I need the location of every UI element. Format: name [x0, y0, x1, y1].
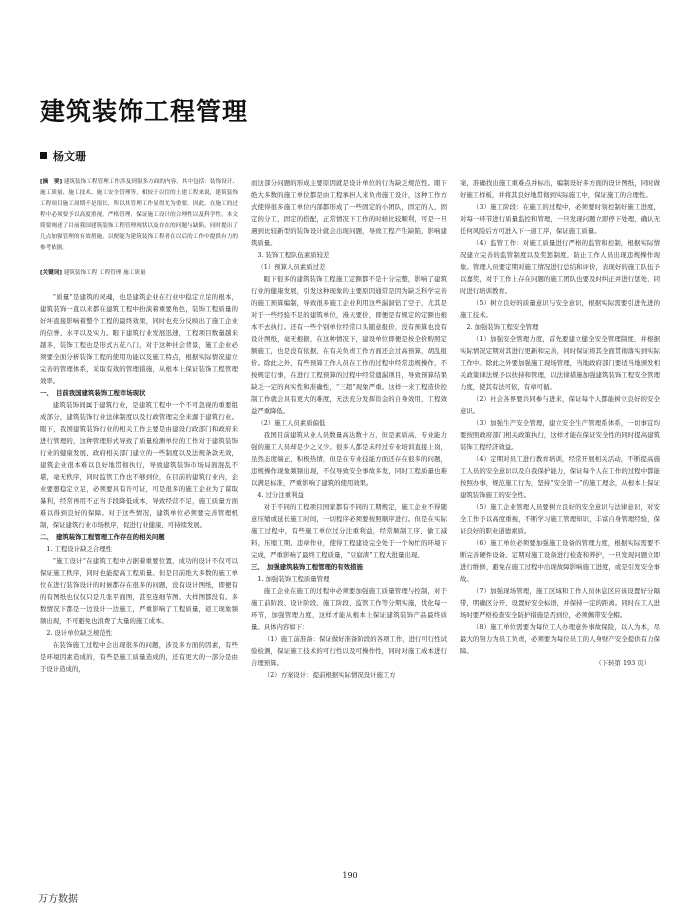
paragraph: （7）加强现场管理，施工区域和工作人员休息区应该设置好分隔带，明确区分开，设置好安全标语，并保持一定的距离。同时在工人进场时要严格检查安全防护措施是否到位，必须佩带安全帽。 — [460, 587, 660, 619]
footer-watermark: 万方数据 — [38, 894, 78, 905]
paragraph: 案，准确找出施工重难点并标出，编制设好多方面的设计图纸，同时做好施工样板，并将其良好地贯彻到实际施工中，保证施工的合理性。 — [460, 179, 660, 199]
author-name: 杨文珊 — [53, 150, 86, 163]
keywords — [40, 268, 238, 279]
keywords-text: 建筑装饰工程 工程管理 施工质量 — [63, 270, 146, 276]
paragraph: 建筑装饰间属于建筑行业，是建筑工程中一个不可忽视的重要组成部分，建筑装饰行业法律制度以及行政管理完全来源于建筑行业。眼下，我国建筑装饰行业的相关工作主要是由建设行政部门和政府来进行管理的，这种管理形式导致了质量检测单位的工作对于建筑装饰行业的健康发展、政府相关部门建立的一些制度以及法规条款无效，建筑企业很本难以良好地贯彻执行，导致建筑装饰市场局面混乱不堪，毫无秩序，同时监管工作也不够到位，在目前的建筑行业内，企业要想稳定立足，必须要具有许可证，可是很多的施工企业为了谋取暴利，经常再用不正当手段降低成本，导致经营不足，施工质量方面难以得到良好的保障。对于这些情况，建筑单位必须要完善管理机制，保证建筑行业市场秩序，促进行业健康、可持续发展。 — [40, 401, 238, 529]
column-3 — [460, 177, 660, 882]
subsection-heading: 2. 设计单位缺乏规范性 — [46, 629, 113, 637]
article-title: 建筑装饰工程管理 — [40, 97, 249, 126]
paragraph: （6）施工单位必须要加强施工设备的管理力度，根据实际需要不断完善硬件设备。定期对施工设备进行检查和养护，一旦发现问题立即进行维修，避免在施工过程中出现故障影响施工进度，或是引发安全事故。 — [460, 539, 660, 583]
subsection-heading: 1. 工程设计缺乏合理性 — [46, 545, 113, 553]
author-line — [40, 148, 86, 164]
column-2 — [251, 177, 447, 882]
subsection-heading: （2）施工人员素质偏低 — [257, 419, 326, 427]
square-bullet-icon — [40, 152, 47, 159]
section-heading: 一、 目前我国建筑装饰工程市场现状 — [40, 389, 146, 397]
abstract-label: [摘 要] — [40, 179, 62, 185]
paragraph: （4）定期对员工进行教育培训，经常开展相关活动，不断提高施工人员的安全意识以及自我保护能力，保证每个人在工作的过程中都能按照办事，规范施工行为，坚持“安全第一”的施工理念，从根本上保证建筑装饰施工的安全性。 — [460, 455, 660, 499]
continued-note: （下转第 193 页） — [595, 659, 650, 667]
paragraph: （1）施工前准备：保证做好准备阶段的各项工作，进行可行性试验检测，保证施工技术的可行性以及可操作性，同时对施工成本进行合理预算。 — [251, 635, 447, 667]
abstract-text: 建筑装饰工程管理工作涉及到很多方面的内容，其中包括：装饰设计、施工质量、施工技术、施工安全管理等，相较于以往的土建工程来说，建筑装饰工程项目施工周期不是很长，所以其管理工作显得尤为重要。因此，在施工的过程中必须要予以高度重视，严格管理，保证施工设计的合理性以及科学性。本文简要阐述了目前我国建筑装饰工程管理现状以及存在的问题与缺陷，同时提出了几点加强管理的有效措施，以便能为建筑装饰工程者在以后的工作中提供有力的参考依据。 — [40, 179, 238, 251]
section-heading: 三、 加强建筑装饰工程管理的有效措施 — [251, 563, 363, 571]
paragraph: “质量”是建筑的灵魂，也是建筑企业在行业中稳定立足的根本，建筑装饰一直以来都在建筑工程中扮演着重要角色，装饰工程质量的好坏直接影响着整个工程的最终效果，同时也充分反映出了施工企业的信誉、水平以及实力。眼下建筑行业发展迅速，工程项目数量越来越多，装饰工程也是形式五花八门，对于这种社会背景，施工企业必须要全面分析装饰工程的使用功能以及施工特点，根据实际情况建立完善的管理体系，采取有效的管理措施，从根本上保证装饰工程管理效率。 — [40, 293, 238, 385]
paragraph: （1）加强安全管理力度，首先要建立健全安全管理制度，并根据实际情况定期对其进行更新和完善，同时保证将其全面贯彻落实到实际工作中。除此之外要加强施工现场管理，当地政府部门要适当地颁发相关政策律法规予以扶持和管理，以法律措施加强建筑装饰工程安全管理力度，使其有法可依，有章可循。 — [460, 335, 660, 391]
subsection-heading: 1. 加强装饰工程质量管理 — [257, 575, 330, 583]
subsection-heading: （1）预算人员素质过差 — [257, 263, 326, 271]
paragraph: （4）监管工作：对施工质量进行严格的监管和控制，根据实际情况建立完善的监管制度以及奖惩制度，防止工作人员出现违规操作现象。管理人员要定期对施工情况进行总结和评价，表现好的施工队伍予以嘉奖，对于工作上存在问题的施工团队也要及时纠正并进行惩处，同时进行培训教育。 — [460, 239, 660, 295]
subsection-heading: 2. 加强装饰工程安全管理 — [466, 323, 539, 331]
subsection-heading: 3. 装饰工程队伍素质较差 — [257, 251, 330, 259]
paragraph: 我国目前建筑从业人员数量高达数十万，但是素质高、专业能力强的施工人员却是少之又少。很多人都是未经过专业培训直接上岗，虽然态度端正，积极热情，但是在专业技能方面还存在很多的问题，违规操作现象频频出现，不仅导致安全事故多发，同时工程质量也难以满足标准，严重影响了建筑的使用效果。 — [251, 431, 447, 487]
paragraph: （2）方案设计：提前根据实际情况设计施工方 — [263, 671, 396, 679]
paragraph: （8）施工单位需要为每位工人办理意外事故保险，以人为本，尽最大的努力为员工负责，必须要为每位员工的人身财产安全提供有力保障。 — [460, 623, 660, 655]
paragraph: 眼下很多的建筑装饰工程施工定额都不是十分完整，影响了建筑行业的健康发展，引发这种现象的主要原因通常是因为缺乏科学完善的施工预算编制，导致很多施工企业利用这些漏洞钻了空子，尤其是对于一些经验不足的建筑单位，漫天要价，即便是有规定的定额也根本不去执行。还有一些个别单位经常口头随意报价，没有预算也没有设计图纸，毫无根据，在这种情况下，建设单位即便是按全价购照定额施工，也是没有依据，在有关负责工作方面还会过高预算，胡乱报价。除此之外，有些预算工作人员在工作的过程中经常违规操作，不按规定行事，在进行工程预算的过程中经常遗漏项目，导致预算结果缺乏一定的真实性和准确性，“三超”现象严重。这样一来工程造价控制工作就会具有更大的难度，无法充分发挥资金的自身效用，工程效益严重降低。 — [251, 275, 447, 415]
paragraph: （3）加强生产安全管理，建立安全生产管理系体系，一切事宜均要按照政府部门相关政策执行，这样才能在保证安全性的同时提高建筑装饰工程经济效益。 — [460, 419, 660, 451]
abstract — [40, 177, 238, 254]
subsection-heading: 4. 过分注重利益 — [257, 491, 304, 499]
paragraph: （2）社会各界要共同参与进来，保证每个人都能树立良好的安全意识。 — [460, 395, 660, 415]
paragraph: 而这部分问题的形成主要原因就是设计单位的行为缺乏规范性。眼下绝大多数的施工单位都是由工程承担人来负责施工设计，这种工作方式使得很多施工单位内部都形成了一些固定的小团队，固定的人，固定的分工，固定的搭配，正常情况下工作的时候比较顺利，可是一旦遇到比较新型的装饰设计就会出现问题，导致工程产生缺陷，影响建筑质量。 — [251, 179, 447, 247]
paragraph: 施工企业在施工的过程中必须要加强施工质量管理与控制，对于施工前阶段、设计阶段、施工阶段、监管工作等分期实施，优化每一环节，加强管理力度，这样才能从根本上保证建筑装饰产品最终质量。具体内容如下： — [251, 587, 447, 631]
paragraph: （5）施工企业管理人员要树立良好的安全意识与法律意识，对安全工作予以高度重视，不断学习施工管理知识，丰富自身管理经验，保证良好的职业道德素质。 — [460, 503, 660, 535]
paragraph: （3）施工阶段：在施工的过程中，必须要时刻控制好施工进度，对每一环节进行质量监控和管理，一旦发现问题立即停下处理，确认无任何风险后方可进入下一道工序，保证施工质量。 — [460, 203, 660, 235]
keywords-label: [关键词] — [40, 270, 62, 276]
column-1-body — [40, 291, 238, 675]
paragraph: 对于不同的工程项目国家都有不同的工期规定，施工企业不得随意压缩或延长施工时间，一切程序必须要按照顺序进行。但是在实际施工过程中，有些施工单位过分注重利益，经常顺制工序、偷工减料、压缩工期、违章作业，使得工程建设完全处于一个匆忙的环境下完成，严重影响了最终工程质量，“豆腐渣”工程大批量出现。 — [251, 503, 447, 559]
paragraph: 在装饰施工过程中会出现很多的问题，涉及多方面的因素，有些是环境因素造成的，有些是施工质量造成的，还有更大的一部分是由于设计造成的， — [40, 641, 238, 673]
section-heading: 二、 建筑装饰工程管理工作存在的相关问题 — [40, 533, 165, 541]
paragraph: （5）树立良好的质量意识与安全意识，根据实际需要引进先进的施工技术。 — [460, 299, 660, 319]
page-number: 190 — [342, 871, 358, 880]
column-3-body — [460, 177, 660, 669]
column-2-body — [251, 177, 447, 681]
paragraph: “施工设计”在建筑工程中占据着重要位置，成功的设计不仅可以保证施工秩序，同时也能提高工程质量。但是目前绝大多数的施工单位在进行装饰设计的时候都存在很多的问题，没有设计图纸，即便有的有图纸也仅仅只是几张平面图，甚至连细节图、大样图都没有。多数情况下都是一边设计一边施工，严重影响了工程质量，返工现象频频出现，不可避免也浪费了大量的施工成本。 — [40, 557, 238, 625]
column-1 — [40, 177, 238, 882]
